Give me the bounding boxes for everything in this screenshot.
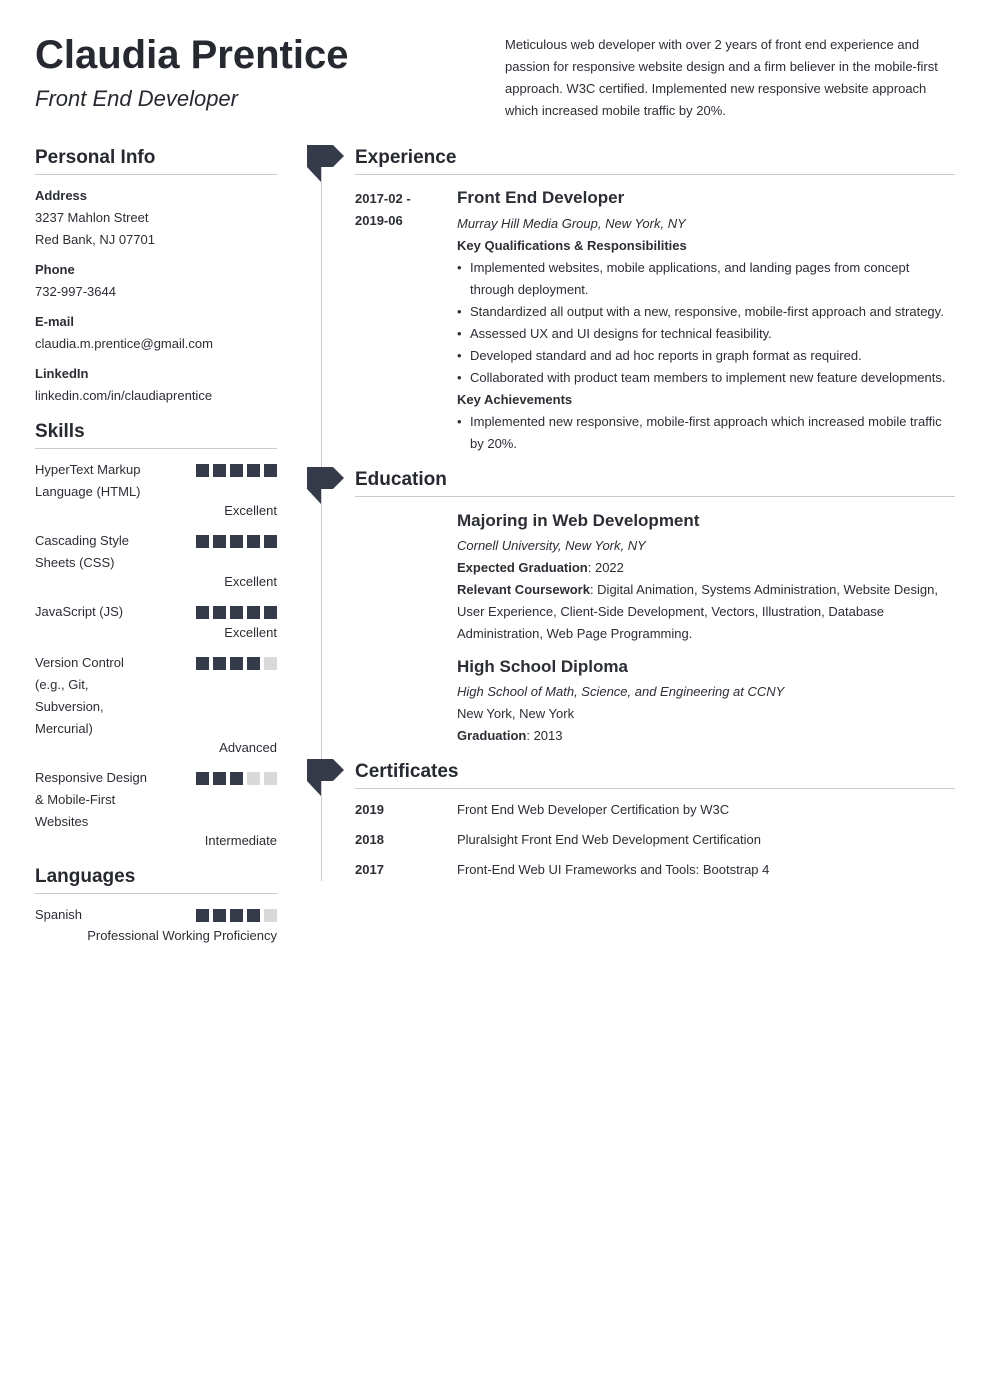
personal-info-divider bbox=[35, 174, 277, 175]
job-date-end: 2019-06 bbox=[355, 213, 403, 228]
job-date-start: 2017-02 - bbox=[355, 191, 411, 206]
skill-name: Cascading Style Sheets (CSS) bbox=[35, 533, 129, 570]
rating-square-filled bbox=[264, 464, 277, 477]
coursework-value: : Digital Animation, Systems Administration, Website Design, User Experience, Client-Side Development, Vectors, Illustration, Database Administration, Web Page Programming. bbox=[457, 582, 938, 641]
rating-square-filled bbox=[230, 772, 243, 785]
degree-school: High School of Math, Science, and Engineering at CCNY bbox=[457, 684, 785, 699]
linkedin-label: LinkedIn bbox=[35, 366, 89, 381]
skill-rating bbox=[196, 535, 277, 548]
language-rating bbox=[196, 909, 277, 922]
certificate-year: 2018 bbox=[355, 832, 384, 847]
personal-info-heading: Personal Info bbox=[35, 147, 156, 168]
list-item: • Assessed UX and UI designs for technical feasibility. bbox=[457, 323, 955, 345]
certificates-flag-icon bbox=[306, 759, 344, 797]
address-line1: 3237 Mahlon Street bbox=[35, 210, 149, 225]
certificates-heading: Certificates bbox=[355, 761, 459, 782]
education-divider bbox=[355, 496, 955, 497]
rating-square-filled bbox=[264, 606, 277, 619]
skill-rating bbox=[196, 772, 277, 785]
rating-square-filled bbox=[247, 909, 260, 922]
rating-square-filled bbox=[247, 657, 260, 670]
skill-name: Version Control (e.g., Git, Subversion, Mercurial) bbox=[35, 655, 124, 736]
list-item: • Developed standard and ad hoc reports in graph format as required. bbox=[457, 345, 955, 367]
coursework-label: Relevant Coursework bbox=[457, 582, 590, 597]
rating-square-empty bbox=[247, 772, 260, 785]
rating-square-empty bbox=[264, 657, 277, 670]
list-item: • Standardized all output with a new, responsive, mobile-first approach and strategy. bbox=[457, 301, 955, 323]
expected-graduation-value: : 2022 bbox=[587, 560, 624, 575]
certificate-name: Front End Web Developer Certification by W3C bbox=[457, 802, 730, 817]
summary: Meticulous web developer with over 2 years of front end experience and passion for responsive website design and a firm believer in the mobile-first approach. W3C certified. Implemented new responsive website approach which increased mobile traffic by 20%. bbox=[505, 37, 938, 118]
skills-heading: Skills bbox=[35, 421, 85, 442]
skill-rating bbox=[196, 464, 277, 477]
rating-square-empty bbox=[264, 772, 277, 785]
email-value: claudia.m.prentice@gmail.com bbox=[35, 336, 213, 351]
languages-heading: Languages bbox=[35, 866, 136, 887]
qualifications-label: Key Qualifications & Responsibilities bbox=[457, 238, 687, 253]
skill-level: Excellent bbox=[224, 625, 277, 640]
phone-label: Phone bbox=[35, 262, 75, 277]
graduation-label: Graduation bbox=[457, 728, 527, 743]
degree-school: Cornell University, New York, NY bbox=[457, 538, 646, 553]
rating-square-filled bbox=[196, 606, 209, 619]
skill-level: Excellent bbox=[224, 574, 277, 589]
rating-square-filled bbox=[213, 657, 226, 670]
email-label: E-mail bbox=[35, 314, 75, 329]
rating-square-filled bbox=[196, 657, 209, 670]
rating-square-filled bbox=[230, 535, 243, 548]
skills-divider bbox=[35, 448, 277, 449]
rating-square-filled bbox=[230, 657, 243, 670]
rating-square-filled bbox=[196, 464, 209, 477]
certificates-divider bbox=[355, 788, 955, 789]
rating-square-filled bbox=[247, 535, 260, 548]
list-item: • Collaborated with product team members to implement new feature developments. bbox=[457, 367, 955, 389]
linkedin-value: linkedin.com/in/claudiaprentice bbox=[35, 388, 213, 403]
rating-square-filled bbox=[213, 909, 226, 922]
list-item: • Implemented websites, mobile applications, and landing pages from concept through deployment. bbox=[457, 257, 955, 301]
expected-graduation bbox=[457, 557, 624, 579]
certificate-name: Pluralsight Front End Web Development Certification bbox=[457, 832, 761, 847]
rating-square-filled bbox=[213, 535, 226, 548]
address-label: Address bbox=[35, 188, 88, 203]
experience-heading: Experience bbox=[355, 147, 457, 168]
rating-square-filled bbox=[213, 772, 226, 785]
job-company: Murray Hill Media Group, New York, NY bbox=[457, 216, 686, 231]
skill-level: Advanced bbox=[219, 740, 277, 755]
languages-divider bbox=[35, 893, 277, 894]
address-line2: Red Bank, NJ 07701 bbox=[35, 232, 155, 247]
rating-square-filled bbox=[196, 772, 209, 785]
expected-graduation-label: Expected Graduation bbox=[457, 560, 588, 575]
rating-square-filled bbox=[230, 606, 243, 619]
rating-square-filled bbox=[213, 606, 226, 619]
rating-square-filled bbox=[230, 909, 243, 922]
phone-value: 732-997-3644 bbox=[35, 284, 116, 299]
rating-square-filled bbox=[230, 464, 243, 477]
certificate-name: Front-End Web UI Frameworks and Tools: Bootstrap 4 bbox=[457, 862, 770, 877]
degree-title: Majoring in Web Development bbox=[457, 511, 700, 530]
degree-title: High School Diploma bbox=[457, 657, 628, 676]
language-name: Spanish bbox=[35, 907, 82, 922]
job-title: Front End Developer bbox=[457, 188, 625, 207]
certificate-year: 2017 bbox=[355, 862, 384, 877]
candidate-name: Claudia Prentice bbox=[35, 33, 349, 77]
rating-square-filled bbox=[196, 535, 209, 548]
certificate-year: 2019 bbox=[355, 802, 384, 817]
education-flag-icon bbox=[306, 467, 344, 505]
relevant-coursework bbox=[457, 579, 955, 645]
rating-square-filled bbox=[247, 464, 260, 477]
graduation-value: : 2013 bbox=[526, 728, 563, 743]
degree-location: New York, New York bbox=[457, 706, 575, 721]
graduation bbox=[457, 725, 563, 747]
skill-name: JavaScript (JS) bbox=[35, 604, 124, 619]
skill-rating bbox=[196, 606, 277, 619]
responsibilities-list bbox=[457, 257, 955, 389]
skill-level: Intermediate bbox=[204, 833, 277, 848]
skill-name: HyperText Markup Language (HTML) bbox=[35, 462, 141, 499]
job-role: Front End Developer bbox=[35, 86, 238, 111]
education-heading: Education bbox=[355, 469, 447, 490]
experience-divider bbox=[355, 174, 955, 175]
achievements-label: Key Achievements bbox=[457, 392, 573, 407]
skill-level: Excellent bbox=[224, 503, 277, 518]
language-level: Professional Working Proficiency bbox=[87, 928, 277, 943]
experience-flag-icon bbox=[306, 145, 344, 183]
skill-rating bbox=[196, 657, 277, 670]
rating-square-filled bbox=[213, 464, 226, 477]
rating-square-filled bbox=[196, 909, 209, 922]
rating-square-filled bbox=[264, 535, 277, 548]
rating-square-empty bbox=[264, 909, 277, 922]
rating-square-filled bbox=[247, 606, 260, 619]
skill-name: Responsive Design & Mobile-First Websites bbox=[35, 770, 148, 829]
list-item: • Implemented new responsive, mobile-first approach which increased mobile traffic by 20%. bbox=[457, 411, 955, 455]
achievements-list bbox=[457, 411, 955, 455]
